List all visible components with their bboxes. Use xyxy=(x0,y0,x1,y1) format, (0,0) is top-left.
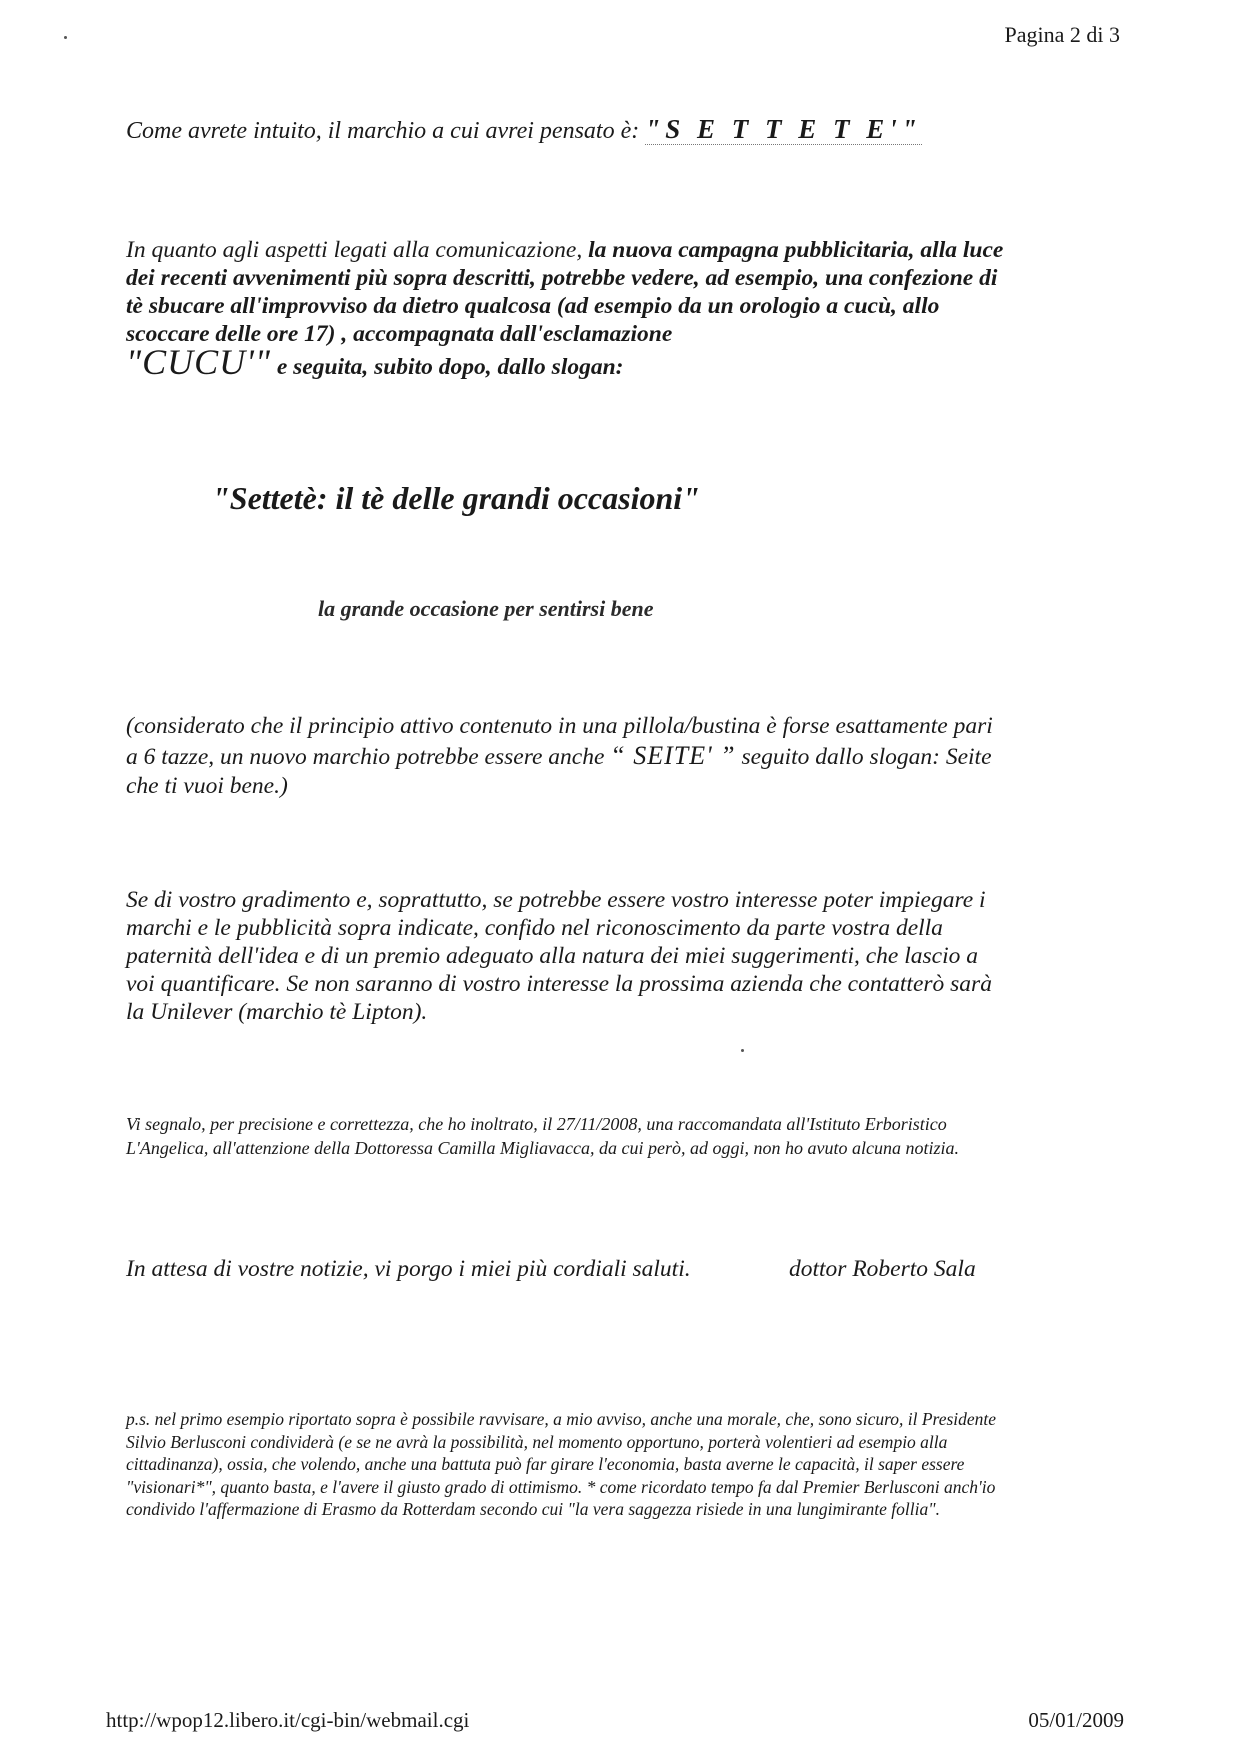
campaign-bold-text: la nuova campagna pubblicitaria, alla luce dei recenti avvenimenti più sopra descritti, potrebbe vedere, ad esempio, una confezione di tè sbucare all'improvviso da dietro qualcosa (ad esempio da un orologio a cucù, allo scoccare delle ore 17) , accompagnata dall'esclamazione xyxy=(126,237,1004,347)
alternative-paragraph xyxy=(126,712,1004,801)
campaign-paragraph xyxy=(126,236,1004,381)
closing-line xyxy=(126,1256,1004,1283)
footer-date: 05/01/2009 xyxy=(1028,1708,1124,1732)
cucu-exclamation: "CUCU'" xyxy=(126,342,271,382)
postscript-paragraph: p.s. nel primo esempio riportato sopra è possibile ravvisare, a mio avviso, anche una morale, che, sono sicuro, il Presidente Silvio Berlusconi condividerà (e se ne avrà la possibilità, nel momento opportuno, porterà volentieri ad esempio alla cittadinanza), ossia, che volendo, anche una battuta può far girare l'economia, basta averne le capacità, il saper essere "visionari*", quanto basta, e l'avere il giusto grado di ottimismo. * come ricordato tempo fa dal Premier Berlusconi anch'io condivido l'affermazione di Erasmo da Rotterdam secondo cui "la vera saggezza risiede in una lungimirante follia". xyxy=(126,1409,997,1519)
campaign-lead: In quanto agli aspetti legati alla comunicazione, xyxy=(126,237,589,263)
scan-speck xyxy=(64,36,67,39)
brand-name: "S E T T E T E'" xyxy=(645,114,922,144)
sub-slogan: la grande occasione per sentirsi bene xyxy=(318,596,654,621)
footer-url: http://wpop12.libero.it/cgi-bin/webmail.cgi xyxy=(106,1708,470,1732)
note-paragraph: Vi segnalo, per precisione e correttezza, che ho inoltrato, il 27/11/2008, una raccomandata all'Istituto Erboristico L'Angelica, all'attenzione della Dottoressa Camilla Migliavacca, da cui però, ad oggi, non ho avuto alcuna notizia. xyxy=(126,1114,959,1158)
closing-greeting: In attesa di vostre notizie, vi porgo i miei più cordiali saluti. xyxy=(126,1256,691,1282)
alternative-text-a: (considerato che il principio attivo contenuto in una pillola/bustina è forse esattamente pari a 6 tazze, un nuovo marchio potrebbe essere anche xyxy=(126,713,993,770)
alternative-brand: “ SEITE' ” xyxy=(610,741,736,770)
main-slogan: "Settetè: il tè delle grandi occasioni" xyxy=(212,480,700,516)
page-number: Pagina 2 di 3 xyxy=(1004,22,1120,47)
scan-speck xyxy=(741,1049,744,1052)
signature: dottor Roberto Sala xyxy=(789,1256,976,1282)
campaign-tail: e seguita, subito dopo, dallo slogan: xyxy=(270,354,624,380)
request-paragraph: Se di vostro gradimento e, soprattutto, se potrebbe essere vostro interesse poter impiegare i marchi e le pubblicità sopra indicate, confido nel riconoscimento da parte vostra della paternità dell'idea e di un premio adeguato alla natura dei miei suggerimenti, che lascio a voi quantificare. Se non saranno di vostro interesse la prossima azienda che contatterò sarà la Unilever (marchio tè Lipton). xyxy=(126,887,992,1025)
alternative-text-b: seguito dallo slogan: Seite che ti vuoi bene.) xyxy=(126,744,992,799)
intro-text: Come avrete intuito, il marchio a cui avrei pensato è: xyxy=(126,118,646,144)
intro-line xyxy=(126,114,1004,145)
